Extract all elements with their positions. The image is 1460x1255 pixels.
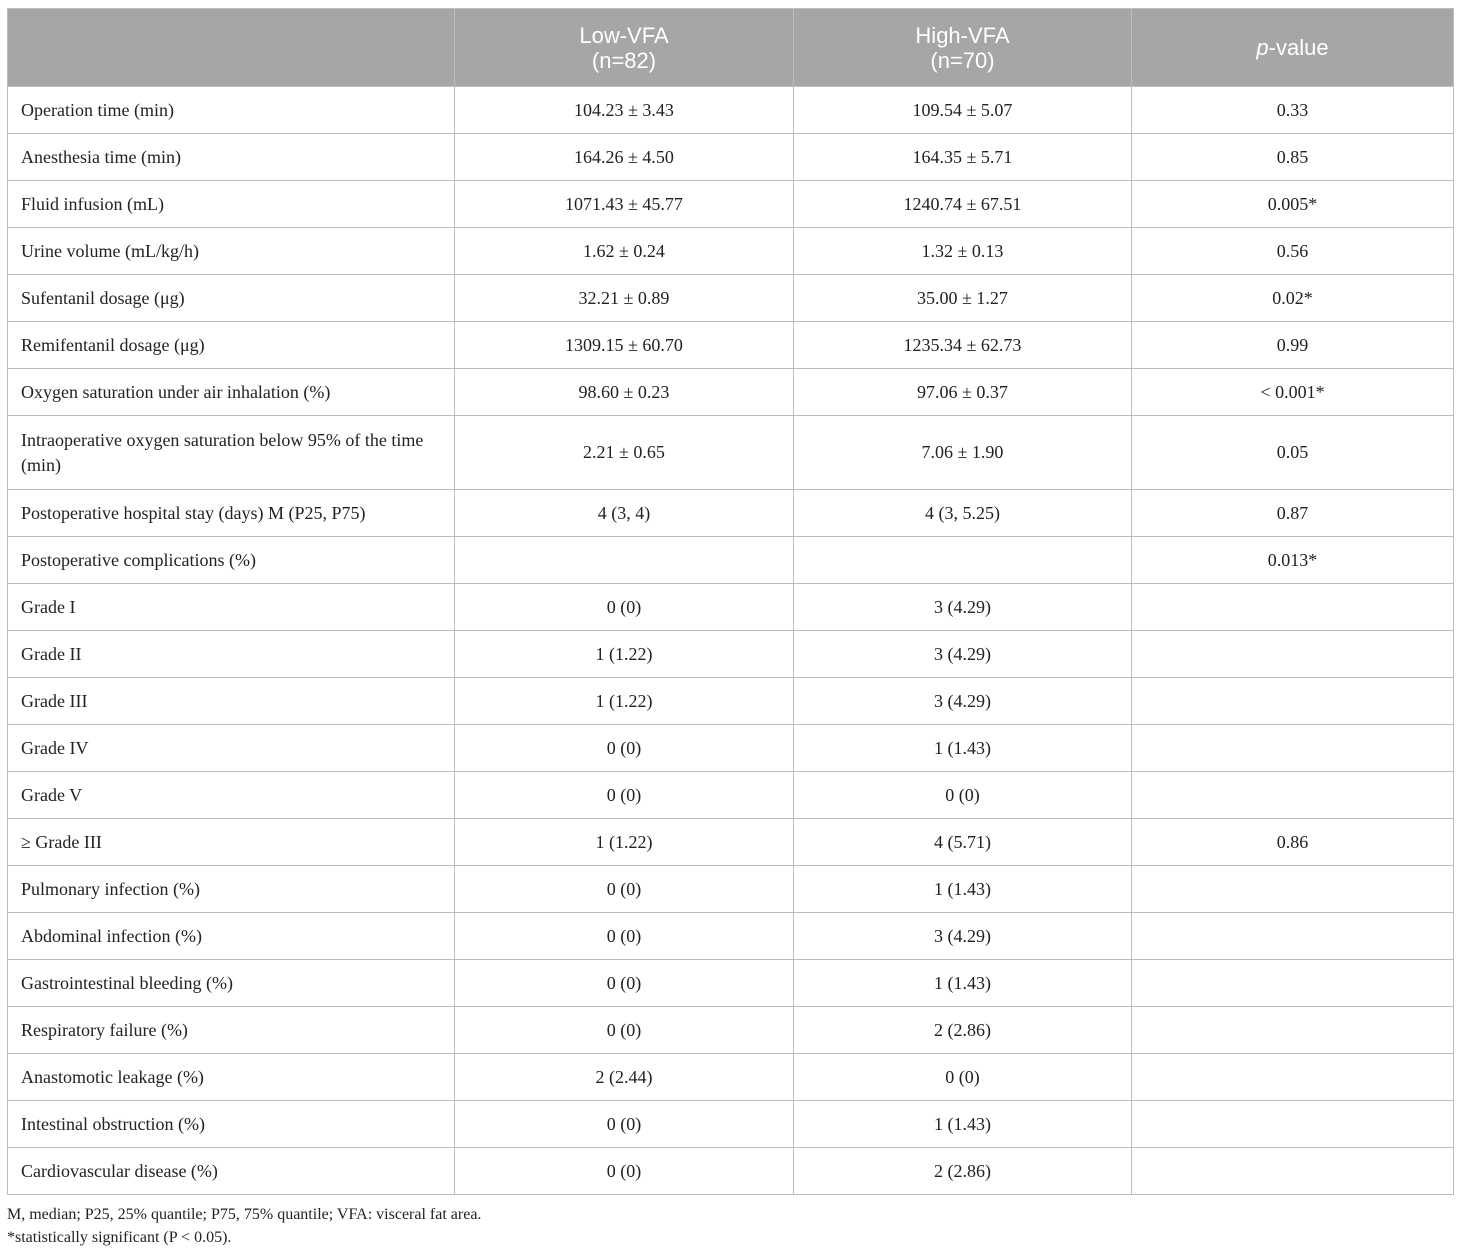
table-row (8, 584, 1454, 631)
cell-p-value: 0.87 (1132, 490, 1454, 537)
cell-high-vfa: 35.00 ± 1.27 (794, 275, 1132, 322)
cell-p-value (1132, 1007, 1454, 1054)
cell-high-vfa (794, 537, 1132, 584)
table-row (8, 913, 1454, 960)
cell-low-vfa: 0 (0) (455, 725, 794, 772)
cell-variable: Urine volume (mL/kg/h) (8, 228, 455, 275)
footnote-significance: *statistically significant (P < 0.05). (7, 1229, 232, 1246)
header-low-vfa-n: (n=82) (591, 47, 657, 73)
cell-p-value (1132, 678, 1454, 725)
results-table-container (7, 8, 1453, 1195)
cell-p-value (1132, 631, 1454, 678)
cell-low-vfa: 2 (2.44) (455, 1054, 794, 1101)
cell-high-vfa: 1235.34 ± 62.73 (794, 322, 1132, 369)
table-header (8, 9, 1454, 87)
cell-high-vfa: 1240.74 ± 67.51 (794, 181, 1132, 228)
cell-high-vfa: 97.06 ± 0.37 (794, 369, 1132, 416)
cell-p-value (1132, 1148, 1454, 1195)
cell-low-vfa: 0 (0) (455, 772, 794, 819)
cell-low-vfa: 1 (1.22) (455, 631, 794, 678)
table-row (8, 134, 1454, 181)
table-row (8, 490, 1454, 537)
cell-low-vfa: 0 (0) (455, 866, 794, 913)
cell-p-value: 0.56 (1132, 228, 1454, 275)
cell-variable: Postoperative complications (%) (8, 537, 455, 584)
cell-p-value: 0.99 (1132, 322, 1454, 369)
cell-low-vfa: 0 (0) (455, 1101, 794, 1148)
cell-variable: Grade I (8, 584, 455, 631)
table-row (8, 1148, 1454, 1195)
cell-p-value: 0.005* (1132, 181, 1454, 228)
table-row (8, 772, 1454, 819)
cell-high-vfa: 4 (3, 5.25) (794, 490, 1132, 537)
cell-variable: Anesthesia time (min) (8, 134, 455, 181)
cell-low-vfa: 4 (3, 4) (455, 490, 794, 537)
table-row (8, 1101, 1454, 1148)
cell-high-vfa: 2 (2.86) (794, 1007, 1132, 1054)
cell-high-vfa: 3 (4.29) (794, 584, 1132, 631)
cell-high-vfa: 4 (5.71) (794, 819, 1132, 866)
cell-low-vfa: 2.21 ± 0.65 (455, 416, 794, 490)
cell-variable: Abdominal infection (%) (8, 913, 455, 960)
cell-p-value: 0.05 (1132, 416, 1454, 490)
table-footnotes (7, 1203, 1453, 1249)
cell-low-vfa: 164.26 ± 4.50 (455, 134, 794, 181)
header-high-vfa (794, 9, 1132, 87)
cell-variable: Sufentanil dosage (μg) (8, 275, 455, 322)
cell-variable: Intraoperative oxygen saturation below 95% of the time (min) (8, 416, 455, 490)
table-row (8, 678, 1454, 725)
table-row (8, 228, 1454, 275)
header-high-vfa-label: High-VFA (915, 22, 1010, 48)
table-row (8, 1054, 1454, 1101)
cell-low-vfa (455, 537, 794, 584)
header-low-vfa (455, 9, 794, 87)
header-variable (8, 9, 455, 87)
cell-low-vfa: 32.21 ± 0.89 (455, 275, 794, 322)
cell-variable: Respiratory failure (%) (8, 1007, 455, 1054)
cell-p-value: 0.85 (1132, 134, 1454, 181)
cell-variable: Postoperative hospital stay (days) M (P25, P75) (8, 490, 455, 537)
cell-low-vfa: 0 (0) (455, 584, 794, 631)
cell-variable: ≥ Grade III (8, 819, 455, 866)
cell-p-value: 0.86 (1132, 819, 1454, 866)
table-row (8, 322, 1454, 369)
cell-variable: Oxygen saturation under air inhalation (%) (8, 369, 455, 416)
cell-high-vfa: 0 (0) (794, 1054, 1132, 1101)
cell-p-value (1132, 1054, 1454, 1101)
cell-high-vfa: 7.06 ± 1.90 (794, 416, 1132, 490)
cell-low-vfa: 1 (1.22) (455, 678, 794, 725)
table-row (8, 275, 1454, 322)
table-row (8, 416, 1454, 490)
cell-variable: Cardiovascular disease (%) (8, 1148, 455, 1195)
header-p-italic: p (1256, 35, 1269, 60)
cell-p-value: 0.02* (1132, 275, 1454, 322)
cell-high-vfa: 3 (4.29) (794, 678, 1132, 725)
cell-variable: Grade IV (8, 725, 455, 772)
cell-high-vfa: 2 (2.86) (794, 1148, 1132, 1195)
cell-variable: Fluid infusion (mL) (8, 181, 455, 228)
table-row (8, 537, 1454, 584)
cell-variable: Gastrointestinal bleeding (%) (8, 960, 455, 1007)
cell-low-vfa: 0 (0) (455, 913, 794, 960)
cell-low-vfa: 1.62 ± 0.24 (455, 228, 794, 275)
cell-variable: Grade III (8, 678, 455, 725)
cell-p-value: 0.33 (1132, 87, 1454, 134)
cell-variable: Grade II (8, 631, 455, 678)
cell-variable: Anastomotic leakage (%) (8, 1054, 455, 1101)
header-high-vfa-n: (n=70) (930, 47, 995, 73)
table-row (8, 1007, 1454, 1054)
cell-p-value: 0.013* (1132, 537, 1454, 584)
cell-low-vfa: 0 (0) (455, 960, 794, 1007)
cell-p-value (1132, 1101, 1454, 1148)
cell-low-vfa: 1309.15 ± 60.70 (455, 322, 794, 369)
cell-high-vfa: 3 (4.29) (794, 631, 1132, 678)
cell-p-value (1132, 913, 1454, 960)
table-row (8, 819, 1454, 866)
cell-high-vfa: 164.35 ± 5.71 (794, 134, 1132, 181)
table-row (8, 631, 1454, 678)
header-p-rest: -value (1268, 35, 1329, 60)
table-row (8, 866, 1454, 913)
results-table (7, 8, 1454, 1195)
cell-variable: Grade V (8, 772, 455, 819)
cell-high-vfa: 3 (4.29) (794, 913, 1132, 960)
cell-variable: Remifentanil dosage (μg) (8, 322, 455, 369)
footnote-abbreviations: M, median; P25, 25% quantile; P75, 75% quantile; VFA: visceral fat area. (7, 1206, 482, 1223)
cell-high-vfa: 1 (1.43) (794, 1101, 1132, 1148)
cell-p-value (1132, 772, 1454, 819)
cell-low-vfa: 98.60 ± 0.23 (455, 369, 794, 416)
cell-low-vfa: 1071.43 ± 45.77 (455, 181, 794, 228)
cell-high-vfa: 1 (1.43) (794, 960, 1132, 1007)
cell-variable: Intestinal obstruction (%) (8, 1101, 455, 1148)
header-p-value (1132, 9, 1454, 87)
cell-high-vfa: 1 (1.43) (794, 866, 1132, 913)
cell-p-value (1132, 725, 1454, 772)
cell-variable: Operation time (min) (8, 87, 455, 134)
cell-low-vfa: 1 (1.22) (455, 819, 794, 866)
cell-p-value (1132, 960, 1454, 1007)
cell-p-value: < 0.001* (1132, 369, 1454, 416)
cell-p-value (1132, 866, 1454, 913)
cell-high-vfa: 109.54 ± 5.07 (794, 87, 1132, 134)
cell-high-vfa: 0 (0) (794, 772, 1132, 819)
table-row (8, 369, 1454, 416)
cell-high-vfa: 1.32 ± 0.13 (794, 228, 1132, 275)
cell-variable: Pulmonary infection (%) (8, 866, 455, 913)
cell-high-vfa: 1 (1.43) (794, 725, 1132, 772)
cell-low-vfa: 0 (0) (455, 1148, 794, 1195)
cell-low-vfa: 104.23 ± 3.43 (455, 87, 794, 134)
table-body (8, 87, 1454, 1195)
table-row (8, 960, 1454, 1007)
table-row (8, 181, 1454, 228)
header-row (8, 9, 1454, 87)
cell-low-vfa: 0 (0) (455, 1007, 794, 1054)
table-row (8, 87, 1454, 134)
table-row (8, 725, 1454, 772)
header-low-vfa-label: Low-VFA (579, 22, 669, 48)
cell-p-value (1132, 584, 1454, 631)
